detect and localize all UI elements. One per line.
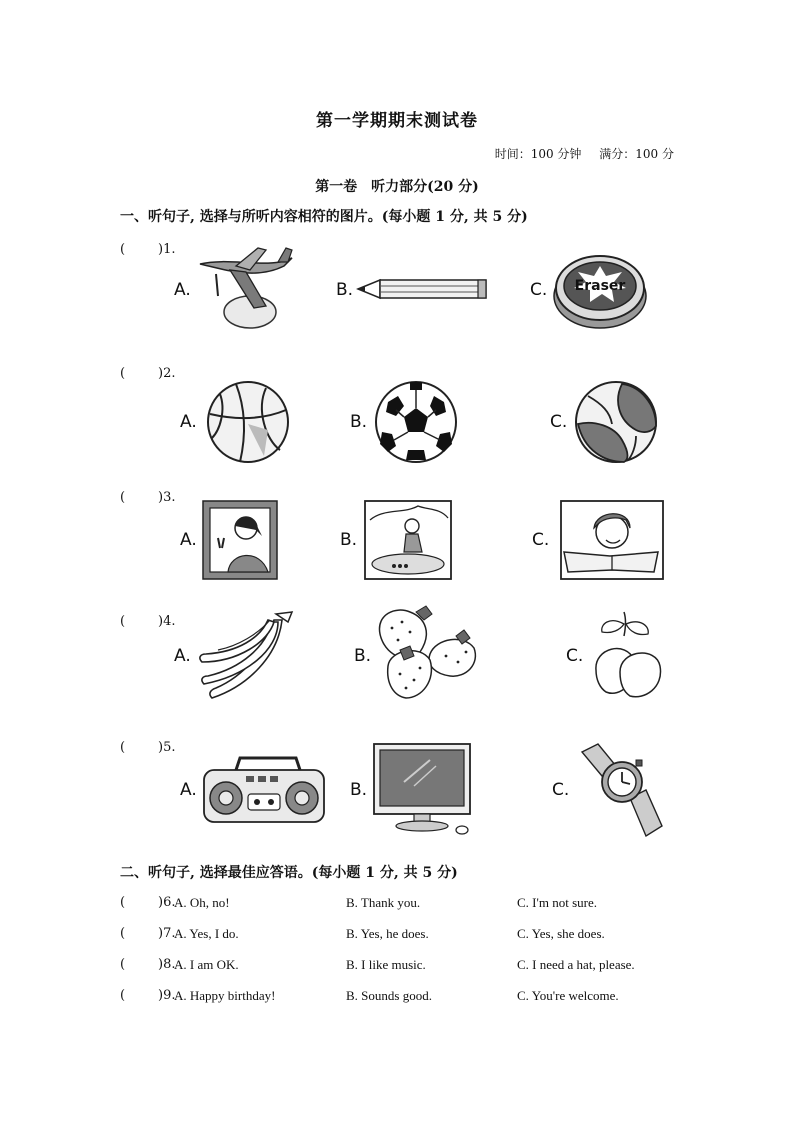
question-number: ( )8. <box>120 957 176 972</box>
answer-paren[interactable]: ( <box>120 242 126 257</box>
answer-option-a[interactable]: A. Yes, I do. <box>174 926 239 941</box>
strawberry-icon[interactable] <box>376 604 480 702</box>
eraser-icon[interactable] <box>552 248 648 332</box>
boy-playing-scene-icon[interactable] <box>364 500 452 580</box>
section1-heading: 一、听句子, 选择与所听内容相符的图片。(每小题 1 分, 共 5 分) <box>120 209 528 225</box>
option-b-label: B. <box>350 780 368 800</box>
answer-option-c[interactable]: C. I'm not sure. <box>517 895 597 910</box>
option-c-label: C. <box>552 780 570 800</box>
option-c-label: C. <box>532 530 550 550</box>
computer-monitor-icon[interactable] <box>370 742 478 838</box>
answer-paren[interactable]: ( <box>120 988 126 1003</box>
full-score: 满分：100 分 <box>599 147 674 161</box>
page-title: 第一学期期末测试卷 <box>316 111 478 131</box>
option-a-label: A. <box>180 412 197 432</box>
option-a-label: A. <box>174 646 191 666</box>
option-c-label: C. <box>530 280 548 300</box>
volleyball-icon[interactable] <box>574 380 658 464</box>
question-number: ( )7. <box>120 926 176 941</box>
option-b-label: B. <box>340 530 358 550</box>
question-number: ( )3. <box>120 490 176 505</box>
section2-heading: 二、听句子, 选择最佳应答语。(每小题 1 分, 共 5 分) <box>120 865 458 881</box>
boy-reading-icon[interactable] <box>560 500 664 580</box>
exam-meta <box>495 145 674 162</box>
basketball-icon[interactable] <box>206 380 290 464</box>
answer-option-a[interactable]: A. Oh, no! <box>174 895 230 910</box>
option-b-label: B. <box>336 280 354 300</box>
eraser-label: Eraser <box>574 278 626 294</box>
question-number: ( )5. <box>120 740 176 755</box>
option-c-label: C. <box>550 412 568 432</box>
radio-cassette-icon[interactable] <box>202 756 326 826</box>
question-number: ( )4. <box>120 614 176 629</box>
answer-option-b[interactable]: B. I like music. <box>346 957 426 972</box>
wristwatch-icon[interactable] <box>576 742 664 838</box>
answer-option-c[interactable]: C. You're welcome. <box>517 988 619 1003</box>
soccer-ball-icon[interactable] <box>374 380 458 464</box>
question-number: ( )9. <box>120 988 176 1003</box>
answer-paren[interactable]: ( <box>120 614 126 629</box>
time-limit: 时间：100 分钟 <box>494 147 582 161</box>
volume-heading: 第一卷 听力部分(20 分) <box>315 179 479 195</box>
option-a-label: A. <box>180 780 197 800</box>
option-a-label: A. <box>180 530 197 550</box>
banana-icon[interactable] <box>198 606 298 702</box>
answer-option-c[interactable]: C. Yes, she does. <box>517 926 605 941</box>
answer-paren[interactable]: ( <box>120 926 126 941</box>
answer-option-a[interactable]: A. I am OK. <box>174 957 239 972</box>
question-number: ( )1. <box>120 242 176 257</box>
option-b-label: B. <box>350 412 368 432</box>
option-a-label: A. <box>174 280 191 300</box>
answer-option-c[interactable]: C. I need a hat, please. <box>517 957 635 972</box>
answer-option-b[interactable]: B. Sounds good. <box>346 988 432 1003</box>
answer-option-a[interactable]: A. Happy birthday! <box>174 988 276 1003</box>
answer-paren[interactable]: ( <box>120 740 126 755</box>
option-c-label: C. <box>566 646 584 666</box>
answer-option-b[interactable]: B. Thank you. <box>346 895 421 910</box>
lemon-icon[interactable] <box>590 608 666 702</box>
answer-option-b[interactable]: B. Yes, he does. <box>346 926 429 941</box>
answer-paren[interactable]: ( <box>120 490 126 505</box>
answer-paren[interactable]: ( <box>120 366 126 381</box>
answer-paren[interactable]: ( <box>120 895 126 910</box>
option-b-label: B. <box>354 646 372 666</box>
question-number: ( )6. <box>120 895 176 910</box>
pencil-icon[interactable] <box>358 276 490 302</box>
answer-paren[interactable]: ( <box>120 957 126 972</box>
photo-frame-girl-icon[interactable] <box>202 500 278 580</box>
airplane-icon[interactable] <box>196 244 296 332</box>
question-number: ( )2. <box>120 366 176 381</box>
